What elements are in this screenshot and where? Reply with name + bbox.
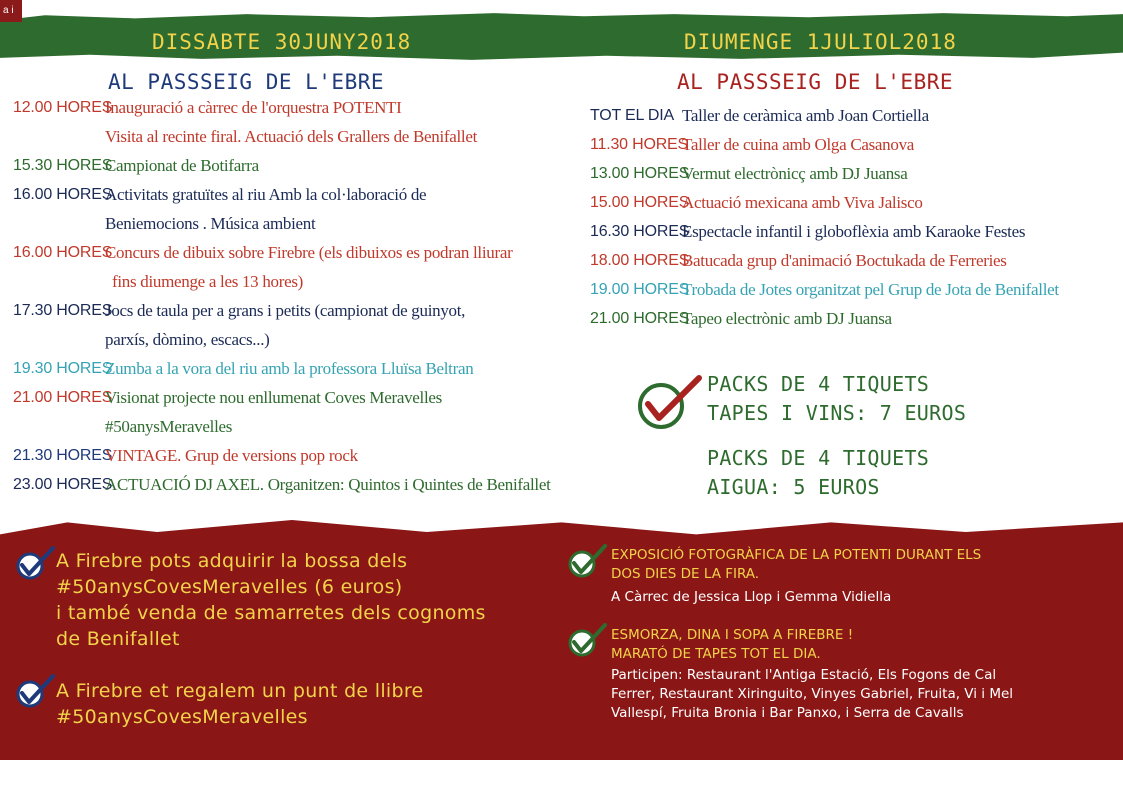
schedule-time: 19.00 HORES <box>590 281 690 298</box>
schedule-desc: Espectacle infantil i globoflèxia amb Karaoke Festes <box>682 222 1026 241</box>
schedule-time: 21.00 HORES <box>590 310 690 327</box>
promo-line: #50anysCovesMeravelles <box>56 706 308 728</box>
tapes-info <box>611 626 1013 723</box>
info-heading: DOS DIES DE LA FIRA. <box>611 566 760 582</box>
schedule-desc: Inauguració a càrrec de l'orquestra POTENTI <box>105 98 402 117</box>
schedule-desc: #50anysMeravelles <box>105 417 233 436</box>
schedule-desc: Taller de cuina amb Olga Casanova <box>682 135 915 154</box>
schedule-desc: Concurs de dibuix sobre Firebre (els dibuixos es podran lliurar <box>105 243 513 262</box>
schedule-desc: Zumba a la vora del riu amb la professora Lluïsa Beltran <box>105 359 474 378</box>
schedule-desc: Tapeo electrònic amb DJ Juansa <box>682 309 892 328</box>
schedule-desc: fins diumenge a les 13 hores) <box>112 272 304 291</box>
schedule-time: 16.30 HORES <box>590 223 690 240</box>
info-heading: ESMORZA, DINA I SOPA A FIREBRE ! <box>611 627 854 643</box>
promo-line: #50anysCovesMeravelles (6 euros) <box>56 576 403 598</box>
schedule-row <box>590 133 1110 162</box>
sunday-schedule <box>590 104 1110 336</box>
schedule-time: 23.00 HORES <box>13 476 113 493</box>
schedule-time: 12.00 HORES <box>13 99 113 116</box>
schedule-row <box>13 328 563 357</box>
schedule-desc: Trobada de Jotes organitzat pel Grup de Jota de Benifallet <box>682 280 1059 299</box>
schedule-time: 18.00 HORES <box>590 252 690 269</box>
check-circle-icon <box>15 545 57 583</box>
schedule-desc: Beniemocions . Música ambient <box>105 214 316 233</box>
schedule-row <box>13 270 563 299</box>
schedule-desc: ACTUACIÓ DJ AXEL. Organitzen: Quintos i Quintes de Benifallet <box>105 475 551 494</box>
schedule-row <box>590 191 1110 220</box>
saturday-schedule <box>13 96 563 502</box>
schedule-desc: Vermut electrònicç amb DJ Juansa <box>682 164 908 183</box>
promo-line: A Firebre pots adquirir la bossa dels <box>56 550 408 572</box>
check-circle-icon <box>567 543 609 581</box>
pack-line: AIGUA: 5 EUROS <box>707 475 880 499</box>
schedule-row <box>590 162 1110 191</box>
schedule-time: 21.00 HORES <box>13 389 113 406</box>
promo-line: A Firebre et regalem un punt de llibre <box>56 680 424 702</box>
schedule-desc: Activitats gratuïtes al riu Amb la col·laboració de <box>105 185 427 204</box>
pack-tapes-vins <box>707 370 966 428</box>
schedule-desc: Actuació mexicana amb Viva Jalisco <box>682 193 923 212</box>
schedule-row <box>590 104 1110 133</box>
schedule-row <box>13 96 563 125</box>
schedule-desc: Campionat de Botifarra <box>105 156 259 175</box>
schedule-desc: parxís, dòmino, escacs...) <box>105 330 270 349</box>
schedule-row <box>13 386 563 415</box>
schedule-time: 17.30 HORES <box>13 302 113 319</box>
schedule-time: 19.30 HORES <box>13 360 113 377</box>
schedule-desc: Taller de ceràmica amb Joan Cortiella <box>682 106 929 125</box>
saturday-section-title: AL PASSSEIG DE L'EBRE <box>108 70 385 94</box>
corner-label: a i <box>0 0 22 22</box>
promo-line: de Benifallet <box>56 628 180 650</box>
schedule-time: 15.30 HORES <box>13 157 113 174</box>
schedule-desc: Visita al recinte firal. Actuació dels Grallers de Benifallet <box>105 127 477 146</box>
schedule-row <box>13 125 563 154</box>
schedule-row <box>13 212 563 241</box>
pack-line: PACKS DE 4 TIQUETS <box>707 446 930 470</box>
schedule-row <box>590 220 1110 249</box>
schedule-desc: Jocs de taula per a grans i petits (campionat de guinyot, <box>105 301 466 320</box>
check-circle-icon <box>637 374 703 430</box>
schedule-row <box>13 357 563 386</box>
sunday-header: DIUMENGE 1JULIOL2018 <box>684 30 957 54</box>
schedule-time: TOT EL DIA <box>590 107 674 124</box>
info-sub: Vallespí, Fruita Bronia i Bar Panxo, i Serra de Cavalls <box>611 705 964 721</box>
schedule-desc: Batucada grup d'animació Boctukada de Ferreries <box>682 251 1007 270</box>
sunday-section-title: AL PASSSEIG DE L'EBRE <box>677 70 954 94</box>
info-heading: MARATÓ DE TAPES TOT EL DIA. <box>611 646 821 662</box>
info-heading: EXPOSICIÓ FOTOGRÀFICA DE LA POTENTI DURANT ELS <box>611 547 982 563</box>
pack-aigua <box>707 444 929 502</box>
schedule-row <box>590 307 1110 336</box>
check-circle-icon <box>567 622 609 660</box>
schedule-row <box>13 183 563 212</box>
bookmark-promo <box>56 678 424 730</box>
schedule-row <box>13 241 563 270</box>
schedule-time: 15.00 HORES <box>590 194 690 211</box>
saturday-header: DISSABTE 30JUNY2018 <box>152 30 412 54</box>
schedule-row <box>13 415 563 444</box>
info-sub: Ferrer, Restaurant Xiringuito, Vinyes Gabriel, Fruita, Vi i Mel <box>611 686 1014 702</box>
schedule-row <box>590 249 1110 278</box>
schedule-row <box>13 154 563 183</box>
schedule-row <box>13 299 563 328</box>
check-circle-icon <box>15 673 57 711</box>
schedule-time: 11.30 HORES <box>590 136 688 153</box>
pack-line: PACKS DE 4 TIQUETS <box>707 372 930 396</box>
pack-line: TAPES I VINS: 7 EUROS <box>707 401 967 425</box>
schedule-desc: Visionat projecte nou enllumenat Coves Meravelles <box>105 388 442 407</box>
promo-line: i també venda de samarretes dels cognoms <box>56 602 486 624</box>
schedule-time: 16.00 HORES <box>13 186 113 203</box>
exposicio-info <box>611 546 981 607</box>
schedule-row <box>13 444 563 473</box>
schedule-row <box>590 278 1110 307</box>
schedule-desc: VINTAGE. Grup de versions pop rock <box>105 446 358 465</box>
schedule-time: 16.00 HORES <box>13 244 113 261</box>
bossa-promo <box>56 548 486 652</box>
info-sub: Participen: Restaurant l'Antiga Estació, Els Fogons de Cal <box>611 667 997 683</box>
schedule-time: 21.30 HORES <box>13 447 113 464</box>
schedule-time: 13.00 HORES <box>590 165 690 182</box>
info-sub: A Càrrec de Jessica Llop i Gemma Vidiella <box>611 589 892 605</box>
schedule-row <box>13 473 563 502</box>
